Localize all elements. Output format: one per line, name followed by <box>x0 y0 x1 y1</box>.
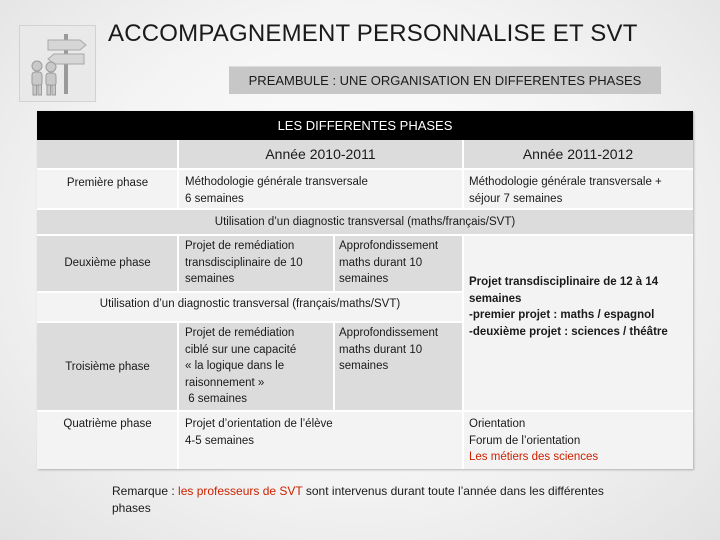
phase2-project: Projet de remédiation transdisciplinaire de 10 semaines <box>185 240 303 285</box>
grid-line <box>333 322 335 411</box>
grid-line <box>462 140 464 209</box>
phase4-year2: Orientation Forum de l’orientation Les métiers des sciences <box>469 418 599 463</box>
phase4-label: Quatrième phase <box>63 418 152 430</box>
grid-line <box>462 235 464 469</box>
phase4-year1: Projet d’orientation de l’élève 4-5 semaines <box>185 418 333 447</box>
page-subtitle: PREAMBULE : UNE ORGANISATION EN DIFFERENTES PHASES <box>229 66 661 94</box>
grid-line <box>37 234 693 236</box>
phase2-maths: Approfondissement maths durant 10 semaines <box>339 240 439 285</box>
diagnostic1-text: Utilisation d’un diagnostic transversal (maths/français/SVT) <box>214 216 516 228</box>
year-2010-header: Année 2010-2011 <box>265 146 376 162</box>
page-title: ACCOMPAGNEMENT PERSONNALISE ET SVT <box>108 20 638 47</box>
table-title: LES DIFFERENTES PHASES <box>37 111 693 140</box>
grid-line <box>177 322 179 469</box>
grid-line <box>37 321 463 323</box>
grid-line <box>333 235 335 292</box>
grid-line <box>177 140 179 209</box>
phase3-label: Troisième phase <box>65 361 150 373</box>
signpost-logo <box>19 25 96 102</box>
phases-table <box>37 111 693 469</box>
phase3-maths: Approfondissement maths durant 10 semaines <box>339 327 439 372</box>
grid-line <box>37 410 693 412</box>
diagnostic2-text: Utilisation d’un diagnostic transversal (français/maths/SVT) <box>99 298 401 310</box>
phase1-year2: Méthodologie générale transversale + séjour 7 semaines <box>469 176 662 205</box>
signpost-people-icon <box>20 26 95 101</box>
grid-line <box>37 208 693 210</box>
grid-line <box>177 235 179 292</box>
remark-note: Remarque : les professeurs de SVT sont intervenus durant toute l’année dans les différentes phases <box>112 484 604 515</box>
phase2-label: Deuxième phase <box>64 257 151 269</box>
phase1-label: Première phase <box>66 177 149 189</box>
phase1-year1: Méthodologie générale transversale 6 semaines <box>185 176 368 205</box>
grid-line <box>37 168 693 170</box>
year2-project-text: Projet transdisciplinaire de 12 à 14 semaines -premier projet : maths / espagnol -deuxième projet : sciences / théâtre <box>469 276 668 338</box>
remark-highlight: les professeurs de SVT <box>178 484 303 498</box>
phase3-project: Projet de remédiation ciblé sur une capacité « la logique dans le raisonnement » 6 semaines <box>185 327 297 405</box>
year-2011-header: Année 2011-2012 <box>522 146 634 162</box>
grid-line <box>37 291 463 293</box>
